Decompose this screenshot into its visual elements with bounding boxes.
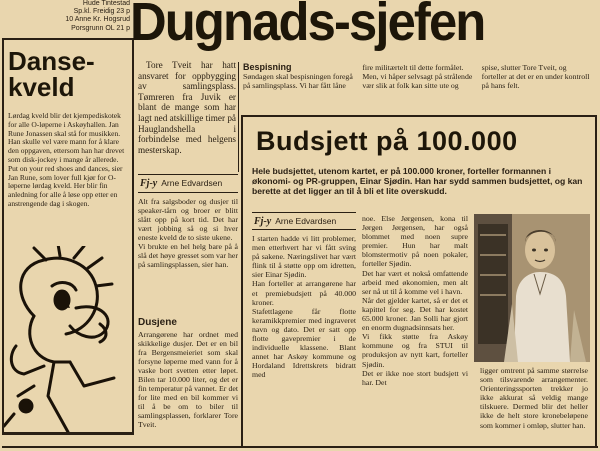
bespisning-title: Bespisning <box>243 63 292 72</box>
byline <box>140 178 222 189</box>
col1-text <box>138 197 238 312</box>
col1-paragraph2: Vi brukte en hel helg bare på å slå det høye gresset som var her på samlingsplassen, sier han. <box>138 242 238 269</box>
dusjene-title: Dusjene <box>138 318 177 328</box>
bcol2-paragraph5: Det er ikke noe stort budsjett vi har. Det <box>362 368 468 387</box>
bespisning-text: Søndagen skal bespisningen foregå på samlingsplass. Vi har fått låne fire militærtelt til dette formålet. Men, vi håper selvsagt på strålende vær slik at folk kan sitte ute og spise, slutter Tore Tveit, og forteller at det er en under kontroll på hans felt. <box>243 63 590 90</box>
ticker-line: Sp.kl. Freidig 23 p <box>73 8 130 16</box>
headline: Dugnads-sjefen <box>130 0 485 52</box>
budsjett-col2 <box>362 214 468 444</box>
bespisning <box>243 63 593 111</box>
ticker <box>60 0 130 33</box>
byline2-name: Arne Edvardsen <box>275 216 337 226</box>
col1-paragraph: Alt fra salgsboder og dusjer til speaker-tårn og broer er blitt slått opp på kort tid. Det har vært jobbing så og si hver eneste kveld de to siste ukene. <box>138 197 238 242</box>
dusjene-text: Arrangørene har ordnet med skikkelige dusjer. Det er en bil fra Bergensmeieriet som skal forsyne løperne med vann for å vaske bort svetten etter løpet. <box>138 330 238 375</box>
danse-title-line: Danse- <box>8 46 95 76</box>
cartoon-figure <box>4 246 132 432</box>
danse-text2: Put on your red shoes and dances, sier Jan Rune, som lover full kjør for O-løperne lørdag kveld. Her blir fin anledning for alle å løse opp etter en anstrengende dag i skogen. <box>8 163 123 208</box>
dusjene-section <box>138 318 238 438</box>
portrait-photo <box>474 214 590 362</box>
byline2 <box>254 216 336 227</box>
byline-rule-top <box>138 174 238 175</box>
budsjett-col1 <box>252 234 356 444</box>
byline-logo: Fj-y <box>140 178 158 189</box>
byline2-logo: Fj-y <box>254 216 272 227</box>
danse-title <box>8 48 95 100</box>
bcol2-paragraph3: Når det gjelder kartet, så er det et kapittel for seg. Det har kostet 65.000 kroner. Jan Solli har gjort en enorm dugnadsinnsats her. <box>362 295 468 333</box>
byline-name: Arne Edvardsen <box>161 178 223 188</box>
intro-paragraph: Tore Tveit har hatt ansvaret for oppbygging av samlingsplass. Tømreren fra Juvik er blant de mange som har lagt ned atskillige timer på Hauglandshella i forbindelse med helgens mesterskap. <box>138 60 236 155</box>
ticker-line: Hude Tintestad <box>82 0 130 7</box>
budsjett-title: Budsjett på 100.000 <box>256 126 518 156</box>
ticker-line: 10 Anne Kr. Hogsrud <box>65 16 130 24</box>
danse-text: Lørdag kveld blir det kjempediskotek for alle O-løperne i Askøyhallen. Jan Rune Jonassen skal stå for musikken. Han skulle vel være mann for å klare den oppgaven, ettersom han har drevet som disk-jockey i mange år allerede. <box>8 112 125 164</box>
dusjene-text2: Bilen tar 10.000 liter, og det er fin temperatur på vannet. Er det for lite med en bil kommer vi til å be om to biler til samlingsplassen, forklarer Tore Tveit. <box>138 375 238 429</box>
budsjett-lead <box>252 166 590 208</box>
bcol3-paragraph: ligger omtrent på samme størrelse som tilsvarende arrangementer. Orienteringssporten trekker jo ikke akkurat så veldig mange tilskuere. Dermed blir det heller ikke de helt store kronebeløpene som kommer i omløp, slutter han. <box>480 366 588 430</box>
bcol1-paragraph: I starten hadde vi litt problemer, men etterhvert har vi fått sving på sakene. Næringslivet har vært flink til å støtte opp om idretten, sier Einar Sjødin. <box>252 234 356 280</box>
budsjett-lead-paragraph2: Han har sydd sammen budsjettet, og kan berette at det ligger an til å bli et lite overskudd. <box>252 176 583 197</box>
byline2-rule-bottom <box>252 229 356 230</box>
danse-title-line: kveld <box>8 72 75 102</box>
column-rule <box>238 62 239 172</box>
bottom-rule <box>2 446 598 448</box>
intro-text <box>138 60 236 170</box>
bcol1-paragraph2: Han forteller at arrangørene har et premiebudsjett på 40.000 kroner. <box>252 279 356 307</box>
bcol2-paragraph4: Vi fikk støtte fra Askøy kommune og fra STUI til produksjon av nytt kart, forteller Sjødin. <box>362 332 468 369</box>
budsjett-lead-paragraph: Hele budsjettet, utenom kartet, er på 100.000 kroner, forteller formannen i økonomi- og PR-gruppen, Einar Sjødin. <box>252 166 551 187</box>
bcol1-paragraph3: Stafettlagene får flotte keramikkpremier med ingraveret navn og dato. Det er satt opp flotte gavepremier i de individuelle klassene. Blant annet har Askøy kommune og Hordaland Idrettskrets bidratt med <box>252 306 356 380</box>
danse-body <box>8 112 128 212</box>
byline-rule-bottom <box>138 192 238 193</box>
bcol2-paragraph: noe. Else Jørgensen, kona til Jørgen Jørgensen, har også blommet med noen supre premier. Hun har malt blomstermotiv på noen pokaler, forteller Sjødin. <box>362 214 468 269</box>
ticker-line: Porsgrunn OL 21 p <box>71 24 130 32</box>
bcol2-paragraph2: Det har vært et nokså omfattende arbeid med økonomien, men alt ser nå ut til å komme vel i havn. <box>362 268 468 296</box>
budsjett-col3 <box>480 366 588 444</box>
byline2-rule-top <box>252 212 356 213</box>
